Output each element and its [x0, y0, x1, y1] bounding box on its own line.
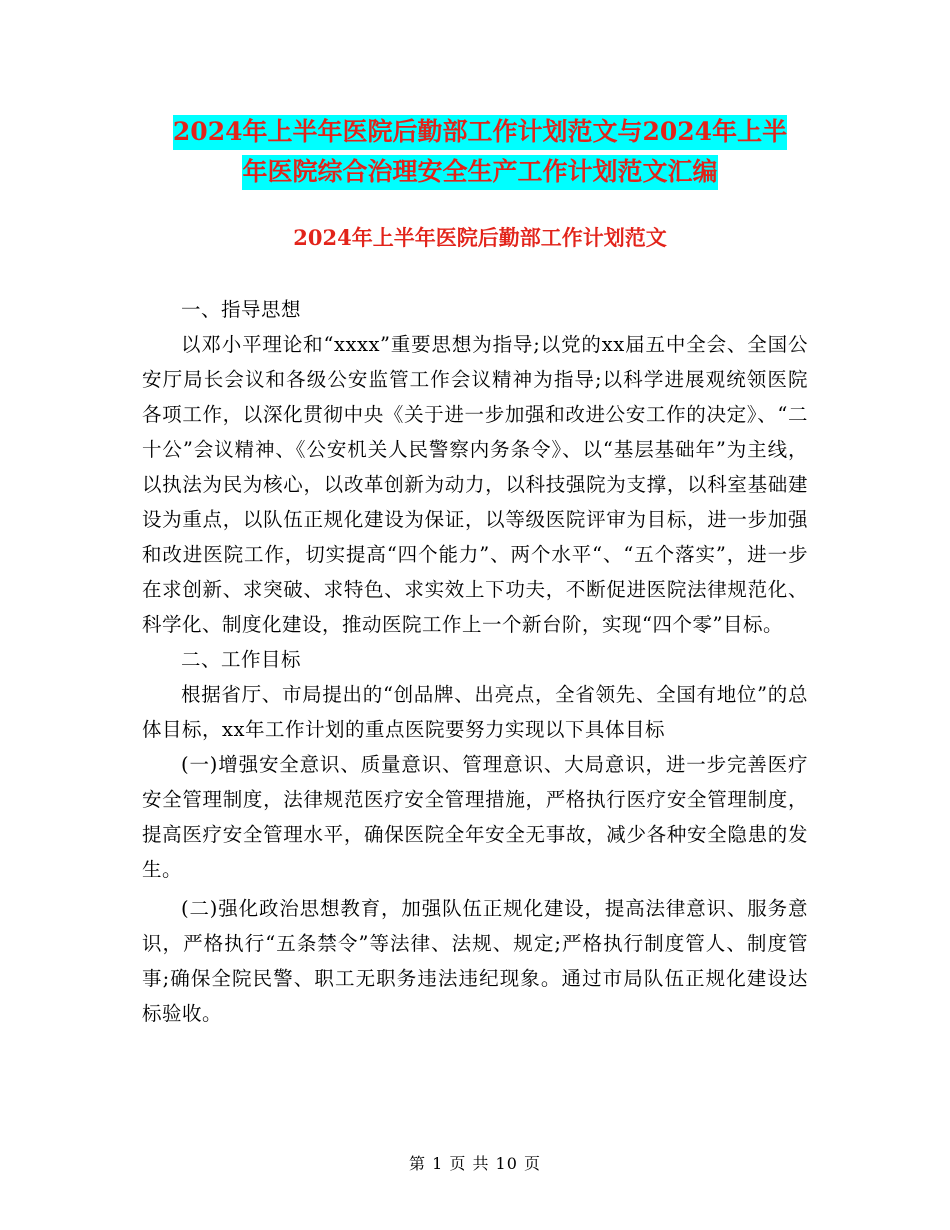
heading-work-goals: 二、工作目标 [181, 648, 302, 671]
title-line-2: 年医院综合治理安全生产工作计划范文汇编 [242, 155, 717, 190]
page-footer: 第 1 页 共 10 页 [409, 1154, 541, 1173]
paragraph-guiding-thought: 以邓小平理论和“xxxx”重要思想为指导;以党的xx届五中全会、全国公安厅局长会议和各级公安监管工作会议精神为指导;以科学进展观统领医院各项工作，以深化贯彻中央《关于进一步加强和改进公安工作的决定》、“二十公”会议精神、《公安机关人民警察内务条令》、以“基层基础年”为主线，以执法为民为核心，以改革创新为动力，以科技强院为支撑，以科室基础建设为重点，以队伍正规化建设为保证，以等级医院评审为目标，进一步加强和改进医院工作，切实提高“四个能力”、两个水平“、“五个落实”，进一步在求创新、求突破、求特色、求实效上下功夫，不断促进医院法律规范化、科学化、制度化建设，推动医院工作上一个新台阶，实现“四个零”目标。 [142, 333, 808, 636]
paragraph-goal-1: (一)增强安全意识、质量意识、管理意识、大局意识，进一步完善医疗安全管理制度，法律规范医疗安全管理措施，严格执行医疗安全管理制度，提高医疗安全管理水平，确保医院全年安全无事故，减少各种安全隐患的发生。 [142, 753, 808, 881]
document-title [140, 112, 820, 192]
section-title: 2024年上半年医院后勤部工作计划范文 [293, 225, 667, 250]
heading-guiding-thought: 一、指导思想 [181, 298, 302, 321]
paragraph-overall-goal: 根据省厅、市局提出的“创品牌、出亮点，全省领先、全国有地位”的总体目标，xx年工作计划的重点医院要努力实现以下具体目标 [142, 683, 808, 741]
title-line-1: 2024年上半年医院后勤部工作计划范文与2024年上半 [173, 115, 787, 150]
document-body [142, 292, 808, 1031]
paragraph-goal-2: (二)强化政治思想教育，加强队伍正规化建设，提高法律意识、服务意识，严格执行“五条禁令”等法律、法规、规定;严格执行制度管人、制度管事;确保全院民警、职工无职务违法违纪现象。通过市局队伍正规化建设达标验收。 [142, 897, 808, 1025]
